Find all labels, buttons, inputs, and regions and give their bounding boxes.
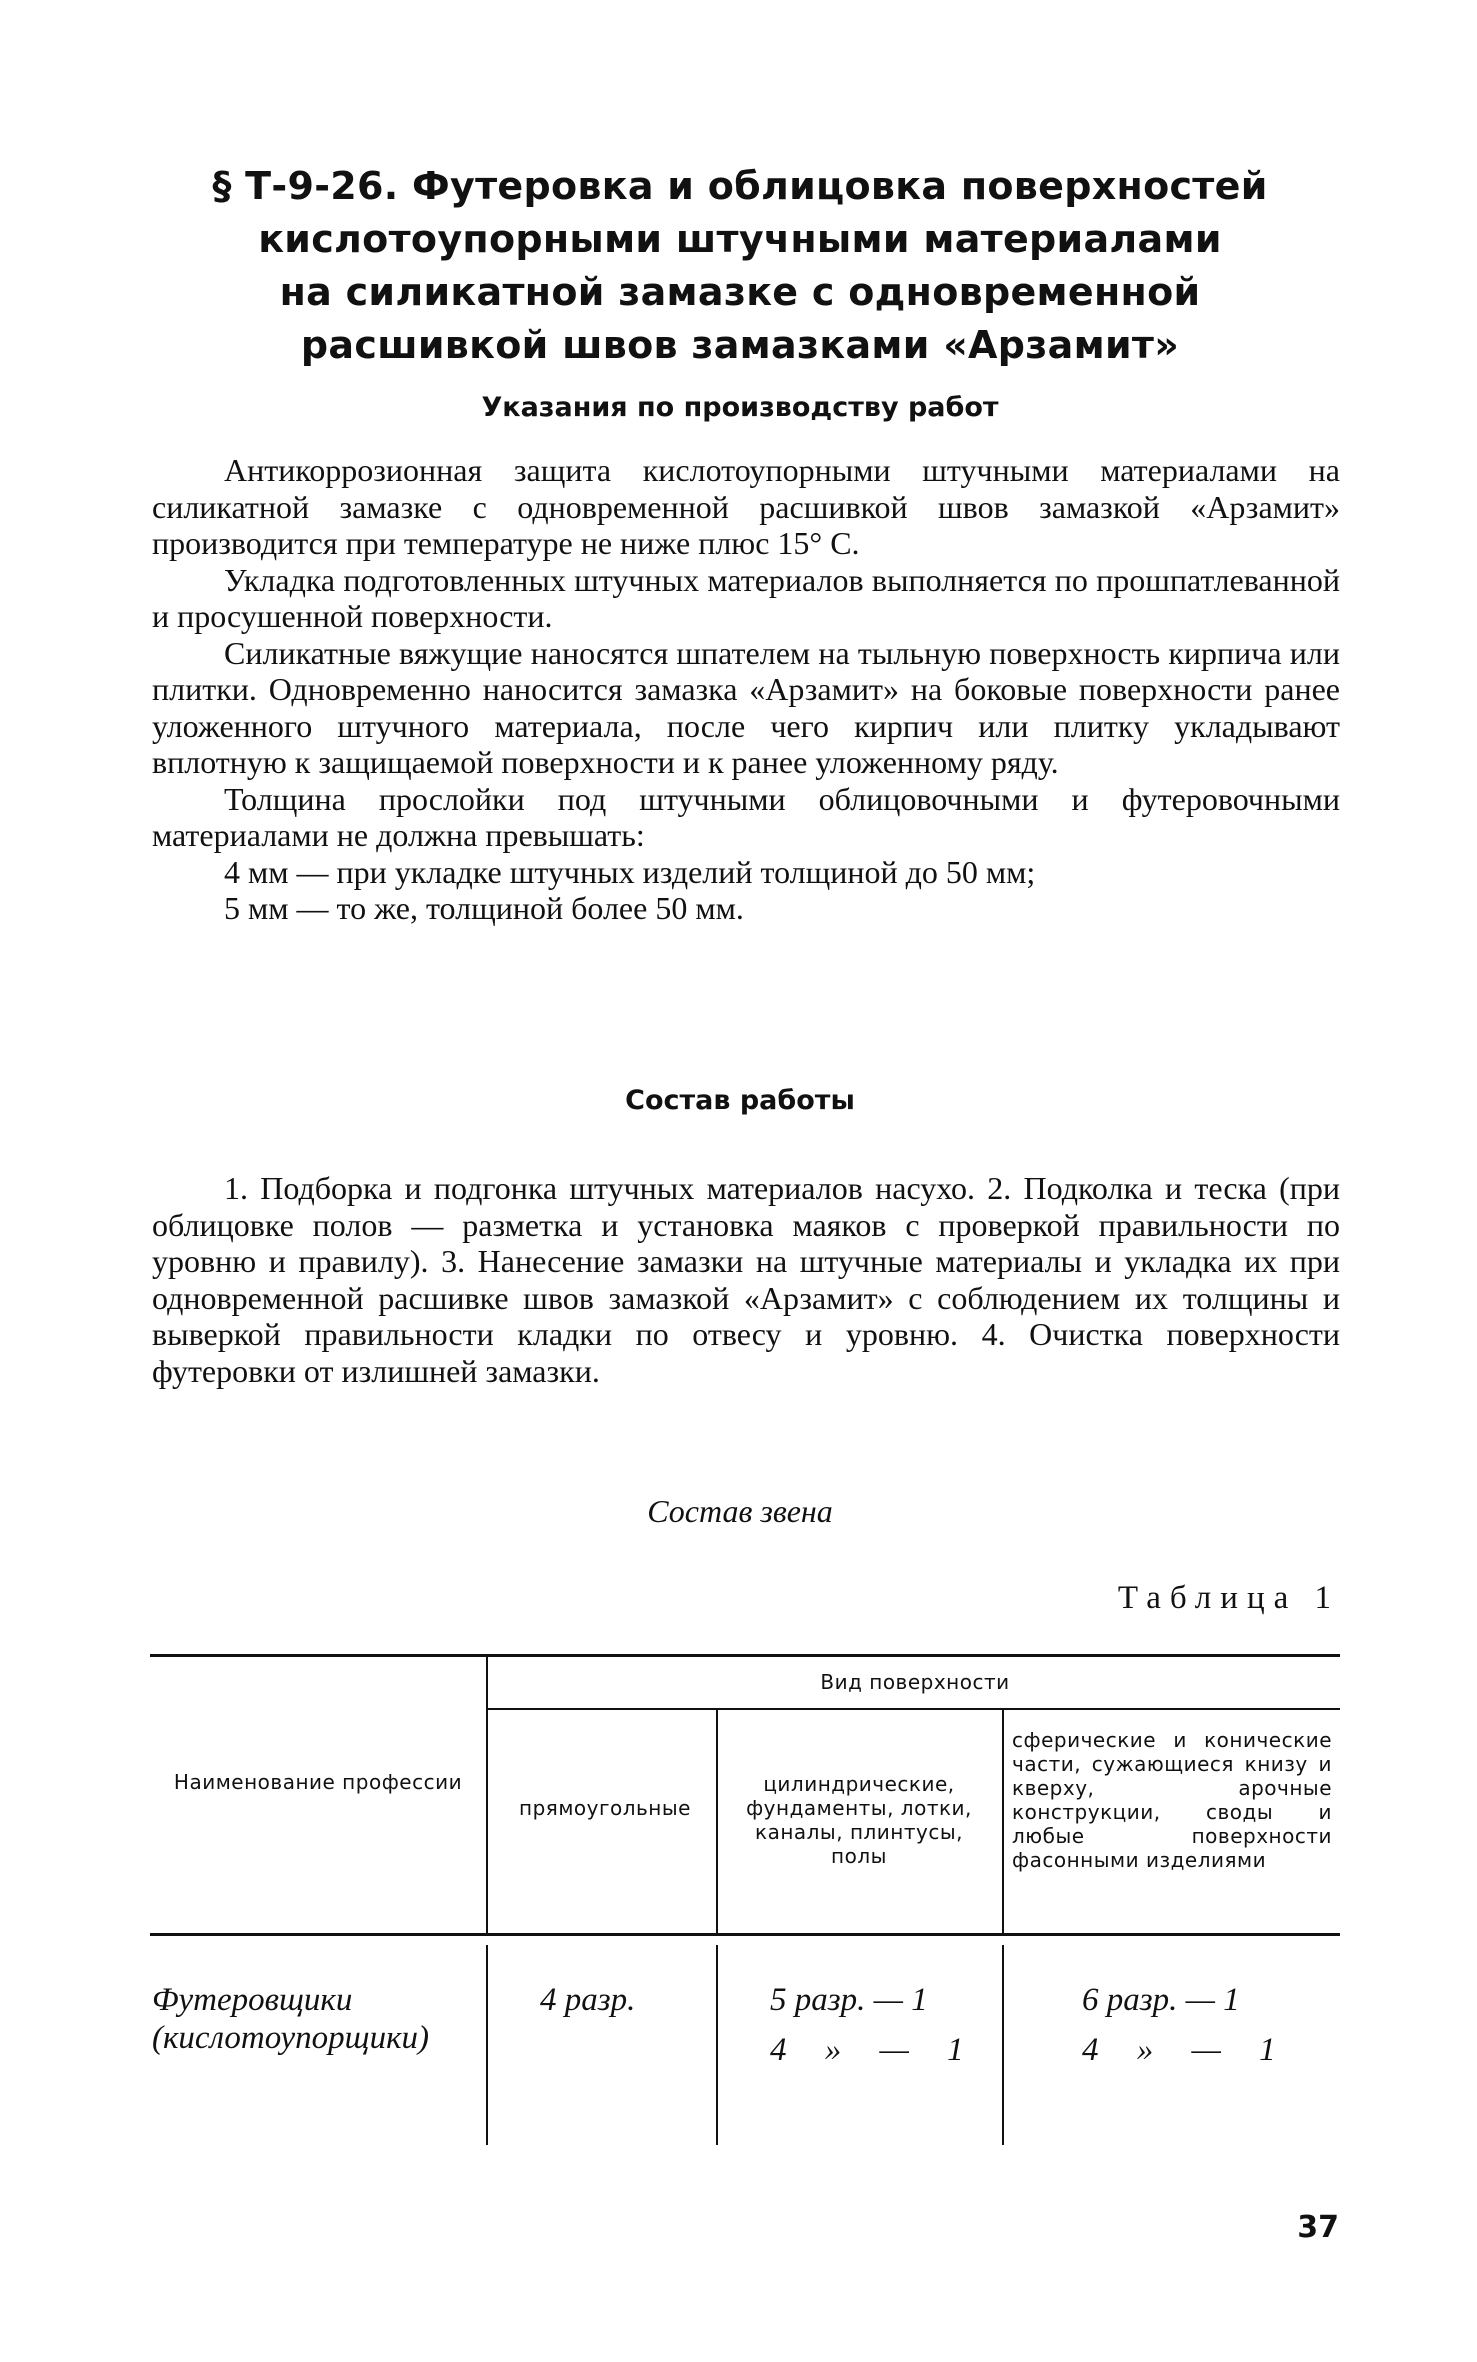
cell-cylindrical-line2: 4 » — 1 bbox=[770, 2032, 964, 2068]
table-col-divider bbox=[716, 1945, 718, 2145]
cell-rectangular: 4 разр. bbox=[540, 1982, 636, 2018]
work-body bbox=[152, 1170, 1340, 1389]
work-heading: Состав работы bbox=[625, 1085, 855, 1116]
instructions-list-item: 4 мм — при укладке штучных изделий толщиной до 50 мм; bbox=[224, 853, 1036, 890]
cell-profession-line1: Футеровщики bbox=[152, 1982, 353, 2018]
title-line-3: на силикатной замазке с одновременной bbox=[279, 270, 1201, 314]
cell-spherical-line2: 4 » — 1 bbox=[1082, 2032, 1276, 2068]
crew-heading: Состав звена bbox=[647, 1493, 833, 1529]
instructions-paragraph: Укладка подготовленных штучных материалов выполняется по прошпатлеванной и просушенной поверхности. bbox=[152, 561, 1340, 634]
table-header-rule bbox=[150, 1933, 1340, 1936]
cell-spherical-line1: 6 разр. — 1 bbox=[1082, 1982, 1240, 2018]
table-top-rule bbox=[150, 1654, 1340, 1657]
table-col-divider bbox=[716, 1710, 718, 1933]
title-line-2: кислотоупорными штучными материалами bbox=[258, 217, 1222, 261]
header-spherical: сферические и конические части, сужающиеся книзу и кверху, арочные конструкции, своды и любые поверхности фасонными изделиями bbox=[1012, 1728, 1332, 1872]
instructions-paragraph: Силикатные вяжущие наносятся шпателем на тыльную поверхность кирпича или плитки. Одновременно наносится замазка «Арзамит» на боковые поверхности ранее уложенного штучного материала, после чего кирпич или плитку укладывают вплотную к защищаемой поверхности и к ранее уложенному ряду. bbox=[152, 634, 1340, 780]
table-col-divider bbox=[1002, 1710, 1004, 1933]
header-rectangular: прямоугольные bbox=[519, 1796, 691, 1820]
title-line-4: расшивкой швов замазками «Арзамит» bbox=[300, 323, 1180, 367]
header-profession: Наименование профессии bbox=[173, 1770, 463, 1794]
table-col-divider bbox=[1002, 1945, 1004, 2145]
page-number: 37 bbox=[1297, 2210, 1339, 2245]
title-line-1: § Т-9-26. Футеровка и облицовка поверхностей bbox=[212, 164, 1268, 208]
instructions-paragraph: Антикоррозионная защита кислотоупорными штучными материалами на силикатной замазке с одновременной расшивкой швов замазкой «Арзамит» производится при температуре не ниже плюс 15° С. bbox=[152, 452, 1340, 561]
instructions-heading: Указания по производству работ bbox=[481, 392, 999, 423]
table-col-divider bbox=[486, 1657, 488, 1933]
table-col-divider bbox=[486, 1945, 488, 2145]
section-title bbox=[150, 160, 1330, 372]
header-cylindrical: цилиндрические, фундаменты, лотки, каналы, плинтусы, полы bbox=[746, 1772, 972, 1868]
cell-profession-line2: (кислотоупорщики) bbox=[152, 2020, 430, 2056]
cell-cylindrical-line1: 5 разр. — 1 bbox=[770, 1982, 928, 2018]
instructions-paragraph: Толщина прослойки под штучными облицовочными и футеровочными материалами не должна превышать: bbox=[152, 780, 1340, 853]
header-surface-type: Вид поверхности bbox=[820, 1670, 1010, 1694]
work-paragraph: 1. Подборка и подгонка штучных материалов насухо. 2. Подколка и теска (при облицовке полов — разметка и установка маяков с проверкой правильности по уровню и правилу). 3. Нанесение замазки на штучные материалы и укладка их при одновременной расшивке швов замазкой «Арзамит» с соблюдением их толщины и выверкой правильности кладки по отвесу и уровню. 4. Очистка поверхности футеровки от излишней замазки. bbox=[152, 1170, 1340, 1389]
table-group-rule bbox=[486, 1708, 1340, 1710]
instructions-list-item: 5 мм — то же, толщиной более 50 мм. bbox=[224, 890, 744, 926]
table-caption: Таблица 1 bbox=[1117, 1580, 1340, 1616]
instructions-body bbox=[152, 452, 1340, 927]
